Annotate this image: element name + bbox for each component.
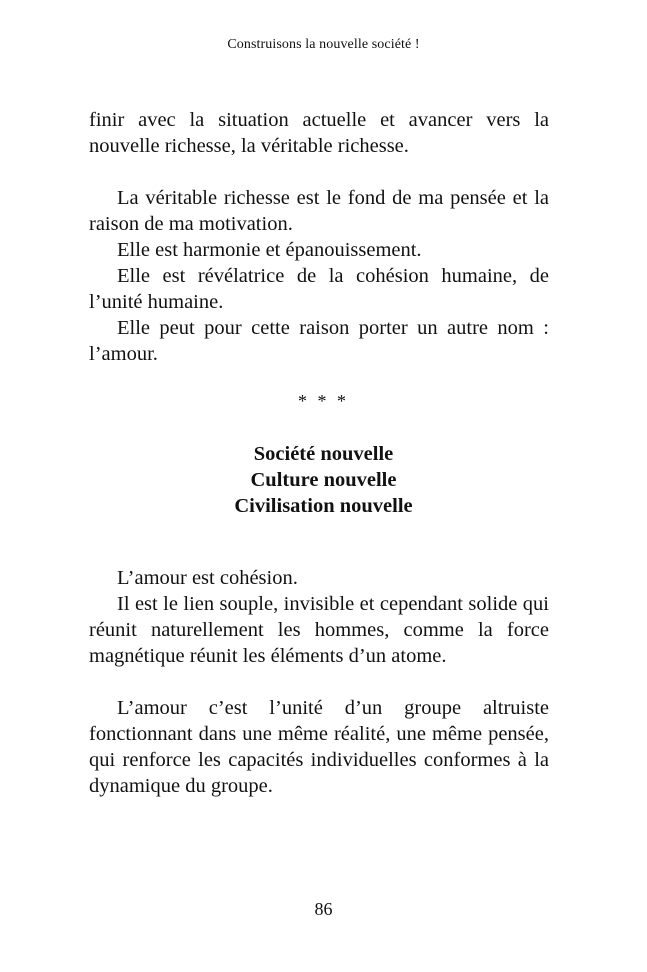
section-title-line: Société nouvelle (253, 443, 394, 465)
page-number: 86 (314, 899, 333, 919)
paragraph: Il est le lien souple, invisible et cependant solide qui réunit naturellement les hommes, comme la force magnétique réunit les éléments d’un atome. (89, 593, 549, 667)
paragraph: Elle peut pour cette raison porter un autre nom : l’amour. (89, 317, 549, 365)
paragraph-continuation: finir avec la situation actuelle et avancer vers la nouvelle richesse, la véritable richesse. (89, 109, 549, 157)
section-separator: * * * (298, 391, 349, 411)
paragraph: L’amour c’est l’unité d’un groupe altruiste fonctionnant dans une même réalité, une même pensée, qui renforce les capacités individuelles conformes à la dynamique du groupe. (89, 697, 549, 797)
running-header: Construisons la nouvelle société ! (227, 37, 420, 52)
paragraph: La véritable richesse est le fond de ma pensée et la raison de ma motivation. (89, 187, 549, 235)
text-block-bottom (89, 565, 549, 799)
section-title-line: Culture nouvelle (250, 469, 397, 491)
text-block-top (89, 107, 549, 367)
paragraph: L’amour est cohésion. (117, 567, 298, 589)
section-title-line: Civilisation nouvelle (234, 495, 413, 517)
paragraph: Elle est révélatrice de la cohésion humaine, de l’unité humaine. (89, 265, 549, 313)
section-title (0, 441, 647, 519)
paragraph: Elle est harmonie et épanouissement. (117, 239, 422, 261)
